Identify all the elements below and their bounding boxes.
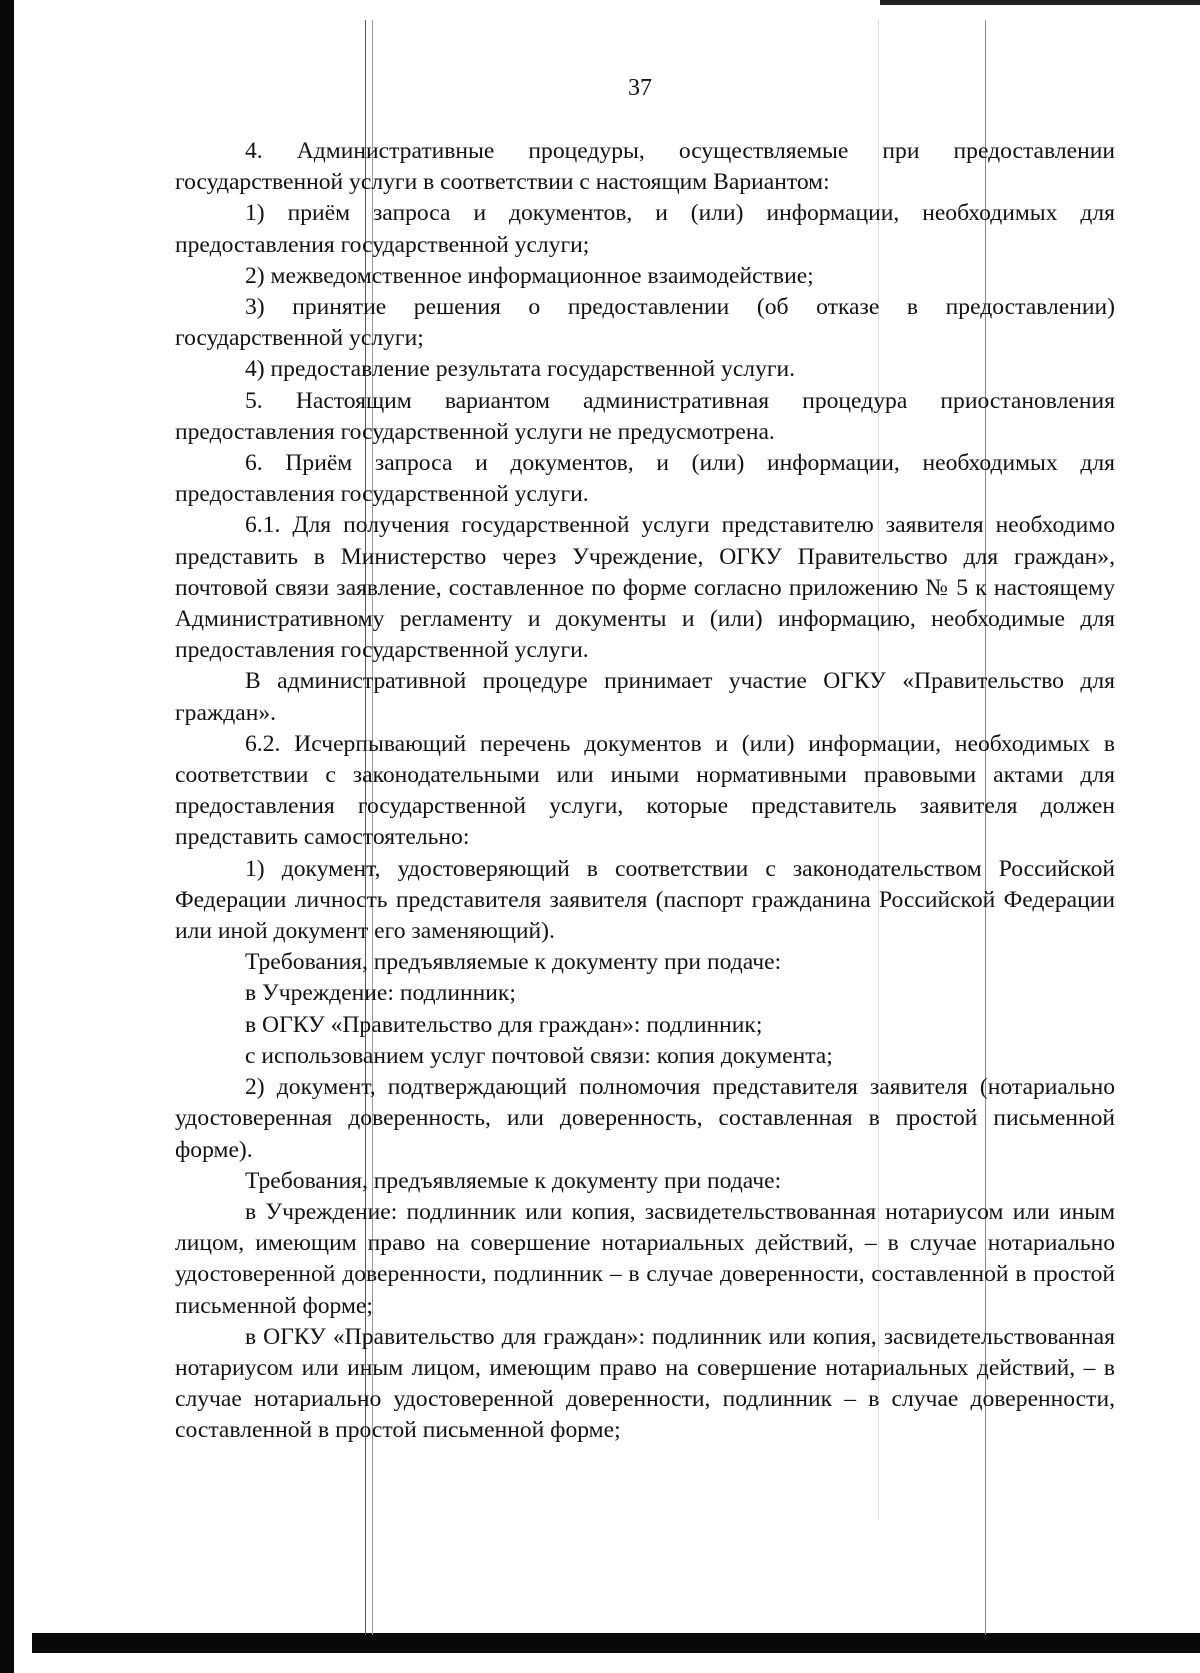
paragraph: 4) предоставление результата государственной услуги. [245,356,796,383]
paragraph: Требования, предъявляемые к документу при подаче: [245,1167,782,1194]
paragraph: в ОГКУ «Правительство для граждан»: подлинник или копия, засвидетельствованная нотариусом или иным лицом, имеющим право на совершение нотариальных действий, – в случае нотариально удостоверенной доверенности, подлинник – в случае доверенности, составленной в простой письменной форме; [175,1323,1115,1444]
paragraph: в Учреждение: подлинник или копия, засвидетельствованная нотариусом или иным лицом, имеющим право на совершение нотариальных действий, – в случае нотариально удостоверенной доверенности, подлинник – в случае доверенности, составленной в простой письменной форме; [175,1198,1115,1319]
scan-edge-left [0,0,14,1673]
paragraph: в Учреждение: подлинник; [245,980,516,1007]
scan-edge-bottom [32,1633,1200,1653]
paragraph: 5. Настоящим вариантом административная процедура приостановления предоставления государственной услуги не предусмотрена. [175,387,1115,445]
paragraph: 6. Приём запроса и документов, и (или) информации, необходимых для предоставления государственной услуги. [175,450,1115,508]
paragraph: 6.1. Для получения государственной услуги представителю заявителя необходимо представить в Министерство через Учреждение, ОГКУ Правительство для граждан», почтовой связи заявление, составленное по форме согласно приложению № 5 к настоящему Административному регламенту и документы и (или) информацию, необходимые для предоставления государственной услуги. [175,512,1115,664]
paragraph: В административной процедуре принимает участие ОГКУ «Правительство для граждан». [175,668,1115,726]
paragraph: с использованием услуг почтовой связи: копия документа; [245,1042,833,1069]
paragraph: в ОГКУ «Правительство для граждан»: подлинник; [245,1011,763,1038]
paragraph: 3) принятие решения о предоставлении (об отказе в предоставлении) государственной услуги; [175,294,1115,352]
paragraph: 2) межведомственное информационное взаимодействие; [245,262,814,289]
scan-edge-top [880,0,1200,5]
paragraph: 1) приём запроса и документов, и (или) информации, необходимых для предоставления государственной услуги; [175,200,1115,258]
paragraph: 1) документ, удостоверяющий в соответствии с законодательством Российской Федерации личность представителя заявителя (паспорт гражданина Российской Федерации или иной документ его заменяющий). [175,855,1115,945]
document-body [175,136,1115,1447]
paragraph: 2) документ, подтверждающий полномочия представителя заявителя (нотариально удостоверенная доверенность, или доверенность, составленная в простой письменной форме). [175,1074,1115,1163]
paragraph: 4. Административные процедуры, осуществляемые при предоставлении государственной услуги в соответствии с настоящим Вариантом: [175,138,1115,196]
paragraph: 6.2. Исчерпывающий перечень документов и (или) информации, необходимых в соответствии с законодательными или иными нормативными правовыми актами для предоставления государственной услуги, которые представитель заявителя должен представить самостоятельно: [175,730,1115,851]
paragraph: Требования, предъявляемые к документу при подаче: [245,949,782,976]
page-number: 37 [628,75,652,101]
